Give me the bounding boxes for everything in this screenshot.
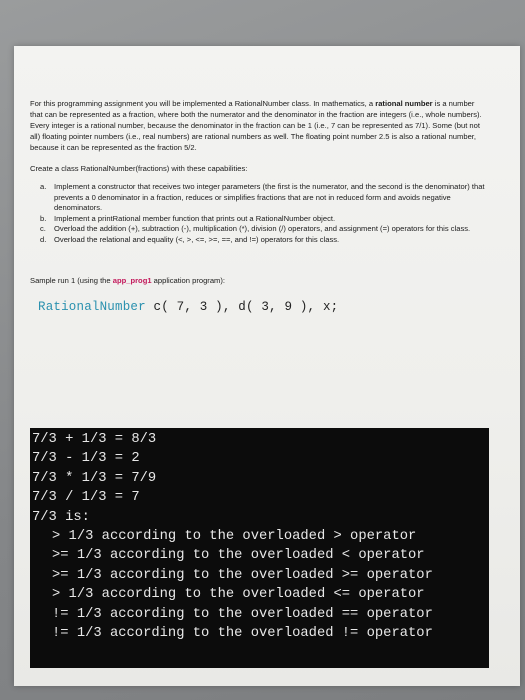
item-marker: c. [40,224,46,233]
item-text: Implement a printRational member function that prints out a RationalNumber object. [54,213,336,223]
console-line: != 1/3 according to the overloaded == operator [52,606,433,622]
item-text: Implement a constructor that receives two integer parameters (the first is the numerator, and the second is the denominator) that prevents a 0 denominator in a fraction, reduces or simplifies fractions that are not in reduced form and avoids negative denominators. [54,182,485,212]
intro-text-1: For this programming assignment you will be implemented a RationalNumber class. In mathematics, a [30,99,376,108]
intro-paragraph [30,98,486,153]
console-line: >= 1/3 according to the overloaded < operator [52,548,425,564]
console-line: > 1/3 according to the overloaded <= operator [52,587,425,603]
sample-suffix: application program): [151,276,226,285]
console-line: 7/3 * 1/3 = 7/9 [32,470,157,486]
capability-item [40,224,486,235]
paper-page [14,46,520,686]
code-rest: c( 7, 3 ), d( 3, 9 ), x; [145,300,339,314]
sample-run-label [30,275,486,286]
console-output [30,428,489,668]
capabilities-list [40,182,486,245]
code-class-name: RationalNumber [38,300,146,314]
item-text: Overload the relational and equality (<, >, <=, >=, ==, and !=) operators for this class. [54,234,340,244]
sample-prefix: Sample run 1 (using the [30,276,113,285]
console-line: 7/3 / 1/3 = 7 [32,490,140,506]
item-text: Overload the addition (+), subtraction (-), multiplication (*), division (/) operators, and assignment (=) operators for this class. [54,224,471,233]
item-marker: d. [40,234,47,244]
code-snippet [38,300,486,314]
app-name: app_prog1 [112,276,152,285]
capability-item [40,182,486,214]
intro-bold-term: rational number [375,99,433,108]
create-class-heading: Create a class RationalNumber(fractions) with these capabilities: [30,164,248,173]
intro-text-2: is a number that can be represented as a fraction, where both the numerator and the denominator in the fraction are integers (i.e., whole numbers). Every integer is a rational number, because the denominator in the fraction can be 1 (i.e., 7 can be represented as 7/1). Some (but not all) floating pointer numbers (i.e., real numbers) are rational numbers as well. The floating point number 2.5 is also a rational number, because it can be represented as the fraction 5/2. [30,99,482,152]
console-line: 7/3 is: [32,509,90,525]
console-line: >= 1/3 according to the overloaded >= operator [52,567,433,583]
console-line: 7/3 + 1/3 = 8/3 [32,432,157,447]
capability-item [40,235,486,246]
assignment-text [30,98,486,314]
console-line: != 1/3 according to the overloaded != operator [52,625,433,641]
console-line: > 1/3 according to the overloaded > operator [52,528,417,544]
capability-item [40,214,486,225]
item-marker: a. [40,182,47,191]
console-line: 7/3 - 1/3 = 2 [32,451,140,467]
item-marker: b. [40,213,47,223]
